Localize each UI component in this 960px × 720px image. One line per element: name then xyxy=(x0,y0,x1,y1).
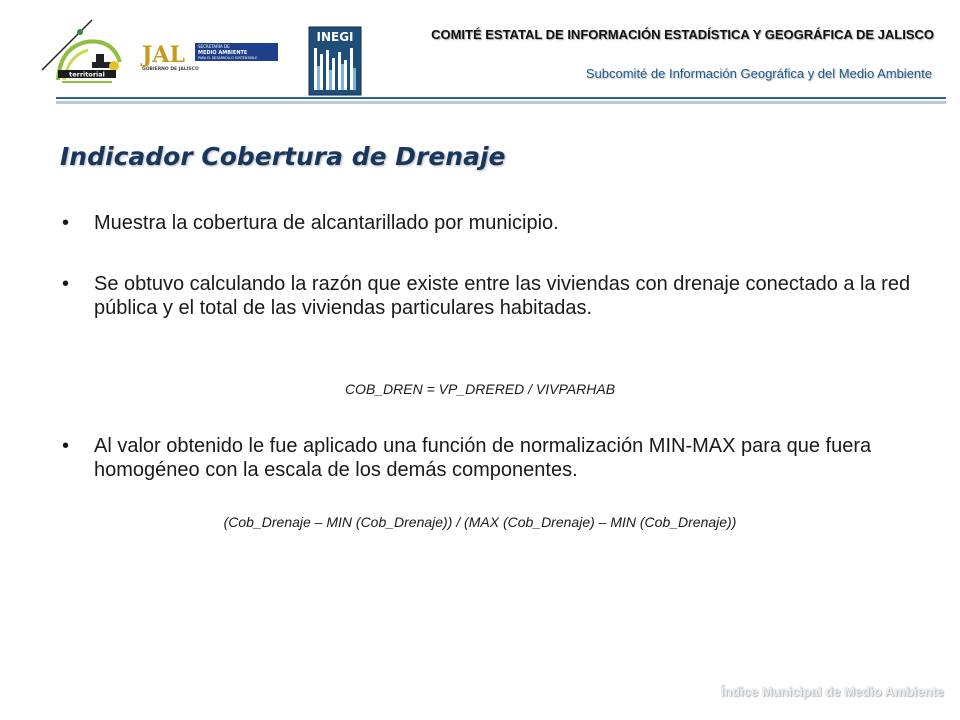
jalisco-logo xyxy=(140,40,280,72)
committee-title: COMITÉ ESTATAL DE INFORMACIÓN ESTADÍSTICA Y GEOGRÁFICA DE JALISCO xyxy=(431,27,934,42)
inegi-logo-text: INEGI xyxy=(316,30,354,44)
bullet-text: Se obtuvo calculando la razón que existe entre las viviendas con drenaje conectado a la red pública y el total de las viviendas particulares habitadas. xyxy=(94,273,911,319)
bullet-dot: • xyxy=(62,273,70,295)
formula-normalization: (Cob_Drenaje – MIN (Cob_Drenaje)) / (MAX (Cob_Drenaje) – MIN (Cob_Drenaje)) xyxy=(223,514,737,530)
header-divider xyxy=(56,97,946,99)
jalisco-logo-text: JAL xyxy=(142,42,185,68)
footer-text: Índice Municipal de Medio Ambiente xyxy=(720,684,944,699)
jalisco-logo-secretaria: SECRETARÍA DE xyxy=(198,44,230,49)
formula-cob-dren: COB_DREN = VP_DRERED / VIVPARHAB xyxy=(344,381,616,397)
jalisco-logo-medio: MEDIO AMBIENTE xyxy=(198,50,248,56)
bullet-dot: • xyxy=(62,435,70,457)
jalisco-logo-desarrollo: PARA EL DESARROLLO SUSTENTABLE xyxy=(198,56,258,60)
bullet-dot: • xyxy=(62,212,70,234)
territorial-logo-text: territorial xyxy=(69,70,105,79)
slide-title: Indicador Cobertura de Drenaje xyxy=(60,142,506,171)
bullet-text: Al valor obtenido le fue aplicado una función de normalización MIN-MAX para que fuera homogéneo con la escala de los demás componentes. xyxy=(94,435,872,481)
jalisco-logo-gobierno: GOBIERNO DE JALISCO xyxy=(142,67,199,72)
subcommittee-subtitle: Subcomité de Información Geográfica y del Medio Ambiente xyxy=(585,66,932,81)
header-divider-light xyxy=(56,101,946,104)
territorial-logo xyxy=(40,18,132,92)
inegi-logo xyxy=(308,26,362,96)
bullet-text: Muestra la cobertura de alcantarillado por municipio. xyxy=(94,212,559,234)
